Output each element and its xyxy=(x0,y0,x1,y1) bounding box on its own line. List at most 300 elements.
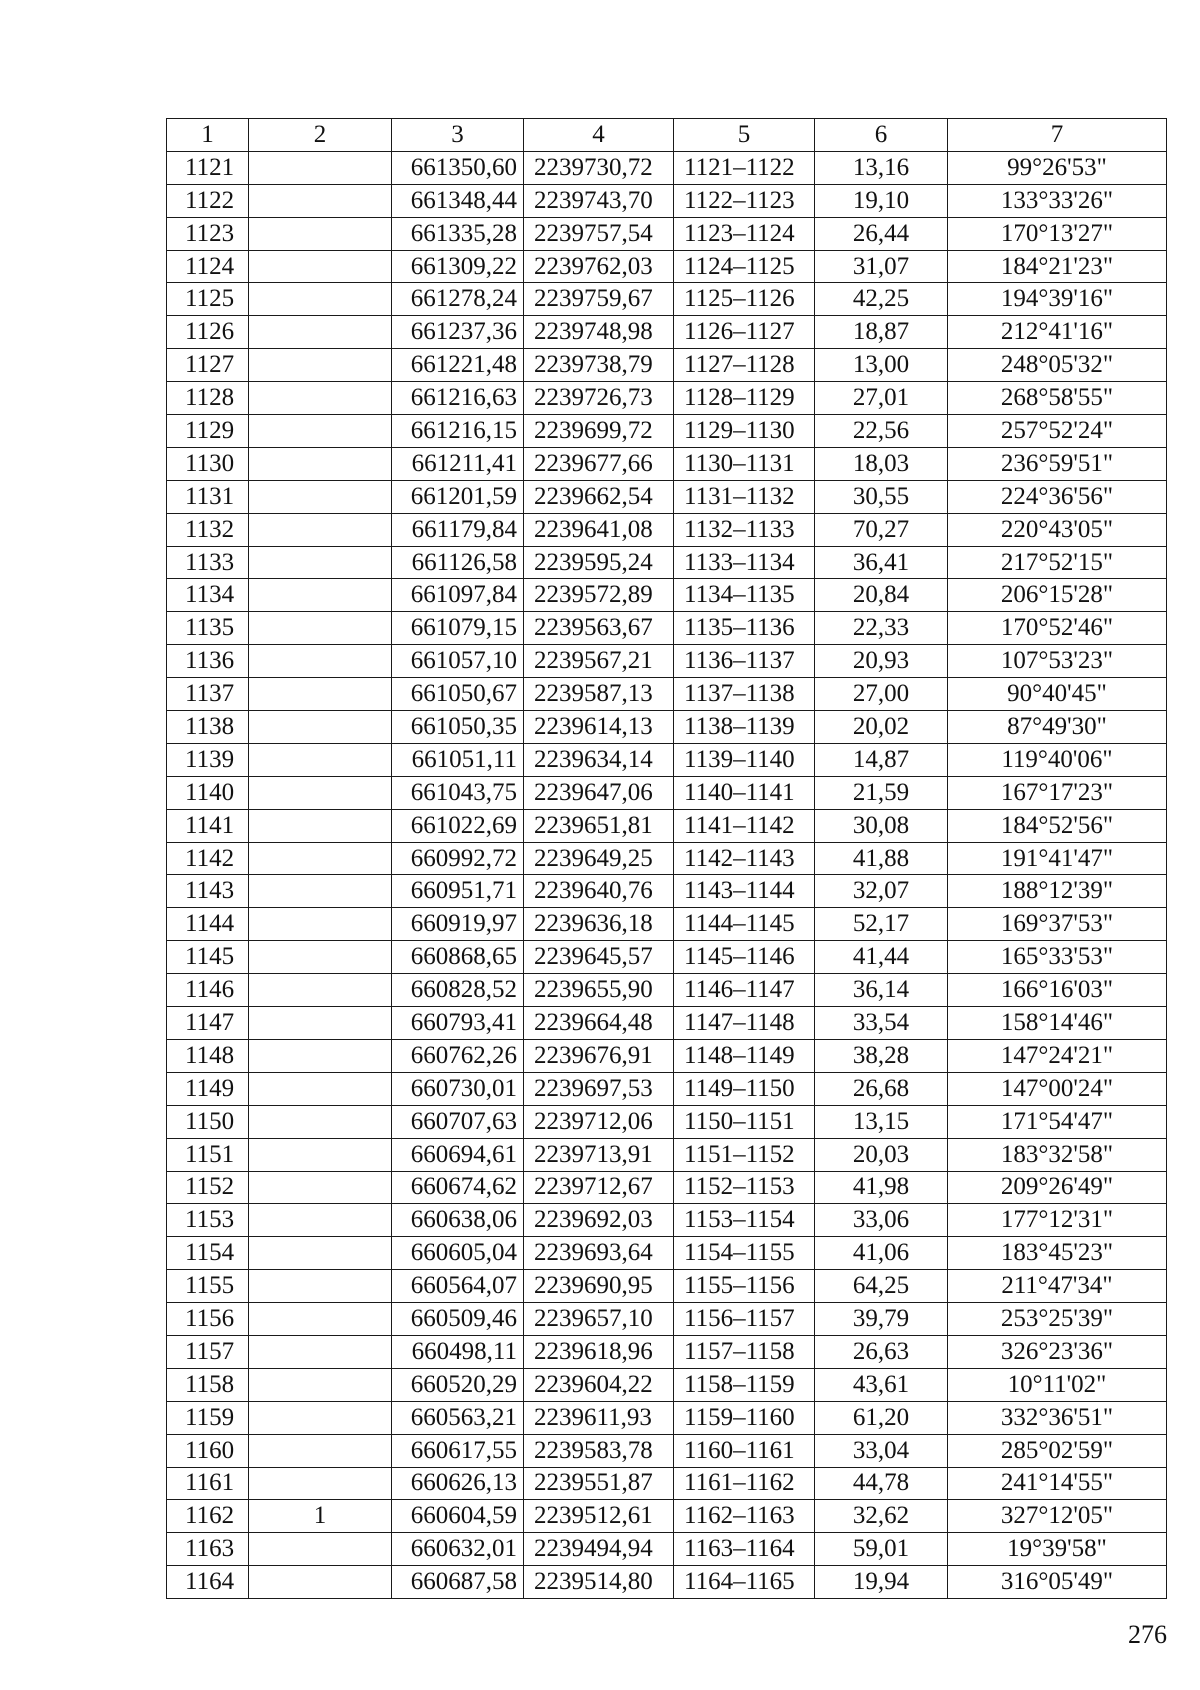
distance-cell: 20,02 xyxy=(815,711,948,744)
point-number-cell: 1121 xyxy=(167,151,249,184)
table-row xyxy=(167,349,1167,382)
header-cell-column-2: 2 xyxy=(249,119,392,152)
column-2-cell xyxy=(249,1335,392,1368)
column-2-cell xyxy=(249,579,392,612)
x-coordinate-cell: 660762,26 xyxy=(392,1039,524,1072)
point-number-cell: 1162 xyxy=(167,1500,249,1533)
point-number-cell: 1143 xyxy=(167,875,249,908)
distance-cell: 41,06 xyxy=(815,1237,948,1270)
table-header-row xyxy=(167,119,1167,152)
table-row xyxy=(167,1072,1167,1105)
table-row xyxy=(167,974,1167,1007)
bearing-cell: 170°52'46" xyxy=(948,612,1167,645)
x-coordinate-cell: 660730,01 xyxy=(392,1072,524,1105)
column-2-cell xyxy=(249,1039,392,1072)
segment-cell: 1139–1140 xyxy=(674,743,815,776)
column-2-cell xyxy=(249,875,392,908)
point-number-cell: 1125 xyxy=(167,283,249,316)
segment-cell: 1140–1141 xyxy=(674,776,815,809)
distance-cell: 70,27 xyxy=(815,513,948,546)
y-coordinate-cell: 2239655,90 xyxy=(524,974,674,1007)
y-coordinate-cell: 2239713,91 xyxy=(524,1138,674,1171)
y-coordinate-cell: 2239641,08 xyxy=(524,513,674,546)
column-2-cell xyxy=(249,809,392,842)
point-number-cell: 1140 xyxy=(167,776,249,809)
table-row xyxy=(167,612,1167,645)
segment-cell: 1130–1131 xyxy=(674,447,815,480)
bearing-cell: 169°37'53" xyxy=(948,908,1167,941)
bearing-cell: 209°26'49" xyxy=(948,1171,1167,1204)
bearing-cell: 87°49'30" xyxy=(948,711,1167,744)
segment-cell: 1132–1133 xyxy=(674,513,815,546)
table-row xyxy=(167,447,1167,480)
segment-cell: 1138–1139 xyxy=(674,711,815,744)
table-row xyxy=(167,776,1167,809)
distance-cell: 13,16 xyxy=(815,151,948,184)
segment-cell: 1156–1157 xyxy=(674,1303,815,1336)
point-number-cell: 1148 xyxy=(167,1039,249,1072)
segment-cell: 1137–1138 xyxy=(674,678,815,711)
x-coordinate-cell: 660617,55 xyxy=(392,1434,524,1467)
bearing-cell: 10°11'02" xyxy=(948,1368,1167,1401)
table-row xyxy=(167,1434,1167,1467)
point-number-cell: 1151 xyxy=(167,1138,249,1171)
segment-cell: 1158–1159 xyxy=(674,1368,815,1401)
bearing-cell: 188°12'39" xyxy=(948,875,1167,908)
bearing-cell: 236°59'51" xyxy=(948,447,1167,480)
x-coordinate-cell: 660919,97 xyxy=(392,908,524,941)
point-number-cell: 1141 xyxy=(167,809,249,842)
column-2-cell xyxy=(249,382,392,415)
y-coordinate-cell: 2239512,61 xyxy=(524,1500,674,1533)
column-2-cell xyxy=(249,743,392,776)
column-2-cell xyxy=(249,1171,392,1204)
segment-cell: 1163–1164 xyxy=(674,1533,815,1566)
column-2-cell xyxy=(249,1105,392,1138)
x-coordinate-cell: 660509,46 xyxy=(392,1303,524,1336)
segment-cell: 1160–1161 xyxy=(674,1434,815,1467)
bearing-cell: 316°05'49" xyxy=(948,1566,1167,1599)
x-coordinate-cell: 660992,72 xyxy=(392,842,524,875)
bearing-cell: 248°05'32" xyxy=(948,349,1167,382)
distance-cell: 20,03 xyxy=(815,1138,948,1171)
table-row xyxy=(167,1105,1167,1138)
y-coordinate-cell: 2239563,67 xyxy=(524,612,674,645)
distance-cell: 14,87 xyxy=(815,743,948,776)
bearing-cell: 90°40'45" xyxy=(948,678,1167,711)
segment-cell: 1148–1149 xyxy=(674,1039,815,1072)
segment-cell: 1152–1153 xyxy=(674,1171,815,1204)
distance-cell: 33,06 xyxy=(815,1204,948,1237)
y-coordinate-cell: 2239699,72 xyxy=(524,415,674,448)
bearing-cell: 194°39'16" xyxy=(948,283,1167,316)
distance-cell: 18,03 xyxy=(815,447,948,480)
y-coordinate-cell: 2239651,81 xyxy=(524,809,674,842)
y-coordinate-cell: 2239647,06 xyxy=(524,776,674,809)
y-coordinate-cell: 2239748,98 xyxy=(524,316,674,349)
table-body xyxy=(167,119,1167,1599)
x-coordinate-cell: 660674,62 xyxy=(392,1171,524,1204)
x-coordinate-cell: 661050,67 xyxy=(392,678,524,711)
table-row xyxy=(167,1204,1167,1237)
y-coordinate-cell: 2239664,48 xyxy=(524,1007,674,1040)
y-coordinate-cell: 2239567,21 xyxy=(524,645,674,678)
point-number-cell: 1160 xyxy=(167,1434,249,1467)
distance-cell: 42,25 xyxy=(815,283,948,316)
table-row xyxy=(167,283,1167,316)
distance-cell: 41,98 xyxy=(815,1171,948,1204)
distance-cell: 13,00 xyxy=(815,349,948,382)
segment-cell: 1146–1147 xyxy=(674,974,815,1007)
point-number-cell: 1155 xyxy=(167,1270,249,1303)
point-number-cell: 1139 xyxy=(167,743,249,776)
point-number-cell: 1122 xyxy=(167,184,249,217)
table-row xyxy=(167,809,1167,842)
point-number-cell: 1152 xyxy=(167,1171,249,1204)
column-2-cell xyxy=(249,1007,392,1040)
segment-cell: 1150–1151 xyxy=(674,1105,815,1138)
column-2-cell: 1 xyxy=(249,1500,392,1533)
segment-cell: 1129–1130 xyxy=(674,415,815,448)
column-2-cell xyxy=(249,711,392,744)
distance-cell: 19,94 xyxy=(815,1566,948,1599)
table-row xyxy=(167,1270,1167,1303)
y-coordinate-cell: 2239692,03 xyxy=(524,1204,674,1237)
column-2-cell xyxy=(249,283,392,316)
y-coordinate-cell: 2239693,64 xyxy=(524,1237,674,1270)
y-coordinate-cell: 2239738,79 xyxy=(524,349,674,382)
segment-cell: 1149–1150 xyxy=(674,1072,815,1105)
table-row xyxy=(167,217,1167,250)
y-coordinate-cell: 2239712,67 xyxy=(524,1171,674,1204)
distance-cell: 43,61 xyxy=(815,1368,948,1401)
column-2-cell xyxy=(249,776,392,809)
table-row xyxy=(167,1171,1167,1204)
y-coordinate-cell: 2239618,96 xyxy=(524,1335,674,1368)
bearing-cell: 184°52'56" xyxy=(948,809,1167,842)
point-number-cell: 1130 xyxy=(167,447,249,480)
distance-cell: 27,01 xyxy=(815,382,948,415)
segment-cell: 1121–1122 xyxy=(674,151,815,184)
x-coordinate-cell: 660868,65 xyxy=(392,941,524,974)
x-coordinate-cell: 660632,01 xyxy=(392,1533,524,1566)
table-row xyxy=(167,842,1167,875)
point-number-cell: 1157 xyxy=(167,1335,249,1368)
segment-cell: 1122–1123 xyxy=(674,184,815,217)
y-coordinate-cell: 2239494,94 xyxy=(524,1533,674,1566)
table-row xyxy=(167,513,1167,546)
distance-cell: 32,62 xyxy=(815,1500,948,1533)
bearing-cell: 119°40'06" xyxy=(948,743,1167,776)
column-2-cell xyxy=(249,645,392,678)
bearing-cell: 107°53'23" xyxy=(948,645,1167,678)
distance-cell: 19,10 xyxy=(815,184,948,217)
header-cell-distance: 6 xyxy=(815,119,948,152)
y-coordinate-cell: 2239657,10 xyxy=(524,1303,674,1336)
y-coordinate-cell: 2239762,03 xyxy=(524,250,674,283)
point-number-cell: 1137 xyxy=(167,678,249,711)
column-2-cell xyxy=(249,842,392,875)
table-row xyxy=(167,382,1167,415)
segment-cell: 1161–1162 xyxy=(674,1467,815,1500)
y-coordinate-cell: 2239640,76 xyxy=(524,875,674,908)
segment-cell: 1153–1154 xyxy=(674,1204,815,1237)
point-number-cell: 1132 xyxy=(167,513,249,546)
point-number-cell: 1135 xyxy=(167,612,249,645)
table-row xyxy=(167,546,1167,579)
point-number-cell: 1156 xyxy=(167,1303,249,1336)
table-row xyxy=(167,1335,1167,1368)
column-2-cell xyxy=(249,546,392,579)
y-coordinate-cell: 2239697,53 xyxy=(524,1072,674,1105)
bearing-cell: 332°36'51" xyxy=(948,1401,1167,1434)
column-2-cell xyxy=(249,974,392,1007)
point-number-cell: 1159 xyxy=(167,1401,249,1434)
bearing-cell: 177°12'31" xyxy=(948,1204,1167,1237)
table-row xyxy=(167,415,1167,448)
segment-cell: 1127–1128 xyxy=(674,349,815,382)
bearing-cell: 326°23'36" xyxy=(948,1335,1167,1368)
x-coordinate-cell: 661350,60 xyxy=(392,151,524,184)
point-number-cell: 1128 xyxy=(167,382,249,415)
table-row xyxy=(167,1467,1167,1500)
x-coordinate-cell: 661057,10 xyxy=(392,645,524,678)
page-number: 276 xyxy=(1128,1620,1167,1649)
bearing-cell: 206°15'28" xyxy=(948,579,1167,612)
table-row xyxy=(167,678,1167,711)
y-coordinate-cell: 2239649,25 xyxy=(524,842,674,875)
table-row xyxy=(167,1401,1167,1434)
column-2-cell xyxy=(249,250,392,283)
x-coordinate-cell: 661221,48 xyxy=(392,349,524,382)
segment-cell: 1145–1146 xyxy=(674,941,815,974)
segment-cell: 1142–1143 xyxy=(674,842,815,875)
y-coordinate-cell: 2239712,06 xyxy=(524,1105,674,1138)
distance-cell: 32,07 xyxy=(815,875,948,908)
distance-cell: 64,25 xyxy=(815,1270,948,1303)
bearing-cell: 158°14'46" xyxy=(948,1007,1167,1040)
segment-cell: 1144–1145 xyxy=(674,908,815,941)
table-row xyxy=(167,1303,1167,1336)
x-coordinate-cell: 661022,69 xyxy=(392,809,524,842)
column-2-cell xyxy=(249,1566,392,1599)
bearing-cell: 147°24'21" xyxy=(948,1039,1167,1072)
x-coordinate-cell: 661216,63 xyxy=(392,382,524,415)
segment-cell: 1157–1158 xyxy=(674,1335,815,1368)
x-coordinate-cell: 660498,11 xyxy=(392,1335,524,1368)
segment-cell: 1133–1134 xyxy=(674,546,815,579)
x-coordinate-cell: 661335,28 xyxy=(392,217,524,250)
bearing-cell: 19°39'58" xyxy=(948,1533,1167,1566)
y-coordinate-cell: 2239730,72 xyxy=(524,151,674,184)
point-number-cell: 1153 xyxy=(167,1204,249,1237)
distance-cell: 44,78 xyxy=(815,1467,948,1500)
header-cell-point-number: 1 xyxy=(167,119,249,152)
y-coordinate-cell: 2239587,13 xyxy=(524,678,674,711)
distance-cell: 27,00 xyxy=(815,678,948,711)
bearing-cell: 285°02'59" xyxy=(948,1434,1167,1467)
point-number-cell: 1161 xyxy=(167,1467,249,1500)
point-number-cell: 1123 xyxy=(167,217,249,250)
point-number-cell: 1145 xyxy=(167,941,249,974)
segment-cell: 1154–1155 xyxy=(674,1237,815,1270)
distance-cell: 13,15 xyxy=(815,1105,948,1138)
x-coordinate-cell: 660687,58 xyxy=(392,1566,524,1599)
y-coordinate-cell: 2239595,24 xyxy=(524,546,674,579)
bearing-cell: 147°00'24" xyxy=(948,1072,1167,1105)
x-coordinate-cell: 660638,06 xyxy=(392,1204,524,1237)
distance-cell: 30,08 xyxy=(815,809,948,842)
y-coordinate-cell: 2239634,14 xyxy=(524,743,674,776)
x-coordinate-cell: 660605,04 xyxy=(392,1237,524,1270)
point-number-cell: 1126 xyxy=(167,316,249,349)
segment-cell: 1136–1137 xyxy=(674,645,815,678)
bearing-cell: 212°41'16" xyxy=(948,316,1167,349)
x-coordinate-cell: 661216,15 xyxy=(392,415,524,448)
column-2-cell xyxy=(249,1533,392,1566)
x-coordinate-cell: 660626,13 xyxy=(392,1467,524,1500)
distance-cell: 26,68 xyxy=(815,1072,948,1105)
x-coordinate-cell: 660564,07 xyxy=(392,1270,524,1303)
bearing-cell: 165°33'53" xyxy=(948,941,1167,974)
distance-cell: 39,79 xyxy=(815,1303,948,1336)
distance-cell: 61,20 xyxy=(815,1401,948,1434)
bearing-cell: 211°47'34" xyxy=(948,1270,1167,1303)
point-number-cell: 1149 xyxy=(167,1072,249,1105)
segment-cell: 1155–1156 xyxy=(674,1270,815,1303)
distance-cell: 18,87 xyxy=(815,316,948,349)
x-coordinate-cell: 661348,44 xyxy=(392,184,524,217)
x-coordinate-cell: 660951,71 xyxy=(392,875,524,908)
column-2-cell xyxy=(249,349,392,382)
table-row xyxy=(167,1500,1167,1533)
bearing-cell: 170°13'27" xyxy=(948,217,1167,250)
bearing-cell: 327°12'05" xyxy=(948,1500,1167,1533)
bearing-cell: 183°32'58" xyxy=(948,1138,1167,1171)
bearing-cell: 183°45'23" xyxy=(948,1237,1167,1270)
y-coordinate-cell: 2239583,78 xyxy=(524,1434,674,1467)
point-number-cell: 1164 xyxy=(167,1566,249,1599)
point-number-cell: 1144 xyxy=(167,908,249,941)
column-2-cell xyxy=(249,1467,392,1500)
column-2-cell xyxy=(249,1401,392,1434)
segment-cell: 1162–1163 xyxy=(674,1500,815,1533)
point-number-cell: 1133 xyxy=(167,546,249,579)
y-coordinate-cell: 2239551,87 xyxy=(524,1467,674,1500)
table-row xyxy=(167,151,1167,184)
header-cell-x-coordinate: 3 xyxy=(392,119,524,152)
x-coordinate-cell: 661211,41 xyxy=(392,447,524,480)
segment-cell: 1141–1142 xyxy=(674,809,815,842)
y-coordinate-cell: 2239690,95 xyxy=(524,1270,674,1303)
point-number-cell: 1134 xyxy=(167,579,249,612)
bearing-cell: 167°17'23" xyxy=(948,776,1167,809)
table-row xyxy=(167,908,1167,941)
point-number-cell: 1138 xyxy=(167,711,249,744)
point-number-cell: 1127 xyxy=(167,349,249,382)
segment-cell: 1151–1152 xyxy=(674,1138,815,1171)
column-2-cell xyxy=(249,1138,392,1171)
table-row xyxy=(167,1007,1167,1040)
header-cell-y-coordinate: 4 xyxy=(524,119,674,152)
y-coordinate-cell: 2239514,80 xyxy=(524,1566,674,1599)
y-coordinate-cell: 2239757,54 xyxy=(524,217,674,250)
segment-cell: 1126–1127 xyxy=(674,316,815,349)
column-2-cell xyxy=(249,480,392,513)
bearing-cell: 268°58'55" xyxy=(948,382,1167,415)
x-coordinate-cell: 661051,11 xyxy=(392,743,524,776)
point-number-cell: 1124 xyxy=(167,250,249,283)
x-coordinate-cell: 660563,21 xyxy=(392,1401,524,1434)
column-2-cell xyxy=(249,513,392,546)
point-number-cell: 1150 xyxy=(167,1105,249,1138)
column-2-cell xyxy=(249,1237,392,1270)
distance-cell: 26,44 xyxy=(815,217,948,250)
segment-cell: 1135–1136 xyxy=(674,612,815,645)
table-row xyxy=(167,250,1167,283)
bearing-cell: 257°52'24" xyxy=(948,415,1167,448)
table-row xyxy=(167,1237,1167,1270)
x-coordinate-cell: 661237,36 xyxy=(392,316,524,349)
y-coordinate-cell: 2239743,70 xyxy=(524,184,674,217)
point-number-cell: 1163 xyxy=(167,1533,249,1566)
table-row xyxy=(167,1566,1167,1599)
x-coordinate-cell: 661278,24 xyxy=(392,283,524,316)
segment-cell: 1123–1124 xyxy=(674,217,815,250)
point-number-cell: 1142 xyxy=(167,842,249,875)
distance-cell: 41,44 xyxy=(815,941,948,974)
distance-cell: 20,84 xyxy=(815,579,948,612)
column-2-cell xyxy=(249,1303,392,1336)
bearing-cell: 220°43'05" xyxy=(948,513,1167,546)
y-coordinate-cell: 2239611,93 xyxy=(524,1401,674,1434)
distance-cell: 31,07 xyxy=(815,250,948,283)
segment-cell: 1164–1165 xyxy=(674,1566,815,1599)
coordinates-table xyxy=(166,118,1167,1599)
bearing-cell: 99°26'53" xyxy=(948,151,1167,184)
segment-cell: 1159–1160 xyxy=(674,1401,815,1434)
y-coordinate-cell: 2239676,91 xyxy=(524,1039,674,1072)
y-coordinate-cell: 2239726,73 xyxy=(524,382,674,415)
point-number-cell: 1158 xyxy=(167,1368,249,1401)
bearing-cell: 217°52'15" xyxy=(948,546,1167,579)
point-number-cell: 1147 xyxy=(167,1007,249,1040)
column-2-cell xyxy=(249,316,392,349)
table-row xyxy=(167,711,1167,744)
distance-cell: 30,55 xyxy=(815,480,948,513)
bearing-cell: 184°21'23" xyxy=(948,250,1167,283)
bearing-cell: 171°54'47" xyxy=(948,1105,1167,1138)
table-row xyxy=(167,941,1167,974)
distance-cell: 36,41 xyxy=(815,546,948,579)
table-row xyxy=(167,645,1167,678)
x-coordinate-cell: 661097,84 xyxy=(392,579,524,612)
distance-cell: 22,56 xyxy=(815,415,948,448)
table-row xyxy=(167,743,1167,776)
y-coordinate-cell: 2239662,54 xyxy=(524,480,674,513)
x-coordinate-cell: 661201,59 xyxy=(392,480,524,513)
x-coordinate-cell: 660707,63 xyxy=(392,1105,524,1138)
column-2-cell xyxy=(249,1204,392,1237)
header-cell-bearing: 7 xyxy=(948,119,1167,152)
table-row xyxy=(167,480,1167,513)
y-coordinate-cell: 2239677,66 xyxy=(524,447,674,480)
segment-cell: 1124–1125 xyxy=(674,250,815,283)
x-coordinate-cell: 661043,75 xyxy=(392,776,524,809)
column-2-cell xyxy=(249,447,392,480)
x-coordinate-cell: 661179,84 xyxy=(392,513,524,546)
segment-cell: 1125–1126 xyxy=(674,283,815,316)
